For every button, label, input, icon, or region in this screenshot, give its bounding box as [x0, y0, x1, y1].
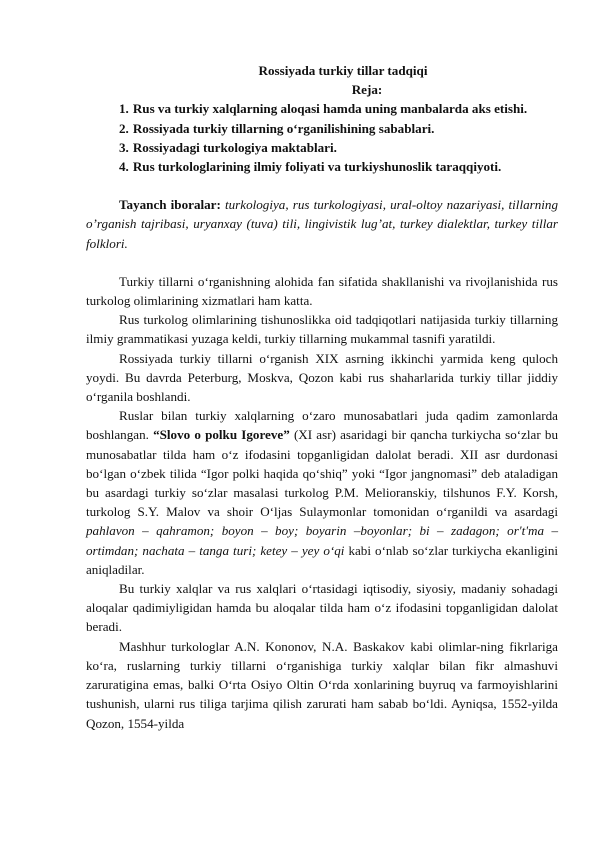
spacer — [86, 176, 558, 195]
page-title: Rossiyada turkiy tillar tadqiqi — [258, 63, 428, 78]
keywords-label: Tayanch iboralar: — [119, 197, 221, 213]
plan-item-number: 4. — [119, 159, 129, 175]
plan-item-text: Rus va turkiy xalqlarning aloqasi hamda uning manbalarda aks etishi. — [132, 101, 528, 117]
paragraph-text: Ruslar bilan turkiy xalqlarning o‘zaro munosabatlari juda qadim zamonlarda boshlangan. — [86, 408, 558, 443]
body-paragraph: Rus turkolog olimlarining tishunoslikka oid tadqiqotlari natijasida turkiy tillarning ilmiy grammatikasi yuzaga keldi, turkiy tillarning mukammal tasnifi yaratildi. — [86, 312, 558, 347]
plan-item — [86, 119, 558, 138]
plan-item — [86, 138, 558, 157]
document-body — [86, 61, 558, 733]
spacer — [86, 253, 558, 272]
plan-item-text: Rus turkologlarining ilmiy foliyati va turkiyshunoslik taraqqiyoti. — [132, 159, 502, 175]
plan-item — [86, 157, 558, 176]
plan-heading: Reja: — [351, 82, 383, 98]
body-paragraph: Turkiy tillarni o‘rganishning alohida fan sifatida shakllanishi va rivojlanishida rus turkolog olimlarining xizmatlari ham katta. — [86, 273, 558, 309]
plan-item-number: 3. — [119, 139, 129, 155]
plan-item-number: 1. — [119, 101, 129, 117]
keywords-paragraph — [86, 195, 558, 253]
plan-item-text: Rossiyada turkiy tillarning o‘rganilishining sabablari. — [132, 120, 435, 136]
work-title: “Slovo o polku Igoreve” — [153, 427, 290, 443]
word-examples: pahlavon – qahramon; boyon – boy; boyarin –boyonlar; bi – zadagon; or't'ma – ortimdan; nachata – tanga turi; ketey – yey o‘qi — [86, 523, 558, 558]
plan-item-text: Rossiyadagi turkologiya maktablari. — [132, 139, 337, 155]
paragraph-text: kabi o‘nlab so‘zlar turkiycha ekanligini aniqladilar. — [86, 542, 559, 577]
body-paragraph: Rossiyada turkiy tillarni o‘rganish XIX asrning ikkinchi yarmida keng quloch yoydi. Bu davrda Peterburg, Moskva, Qozon kabi rus shaharlarida turkiy tillar jiddiy o‘rganila boshlandi. — [86, 350, 558, 405]
plan-item-number: 2. — [119, 120, 129, 136]
plan-item — [86, 99, 558, 118]
keywords-list: turkologiya, rus turkologiyasi, ural-oltoy nazariyasi, tillarning o’rganish tajribasi, uryanxay (tuva) tili, lingivistik lug’at, turkey dialektlar, turkey tillar folklori. — [86, 197, 558, 251]
body-paragraph: Bu turkiy xalqlar va rus xalqlari o‘rtasidagi iqtisodiy, siyosiy, madaniy sohadagi aloqalar qadimiyligidan hamda bu aloqalar tilda ham o‘z ifodasini topganligidan dalolat beradi. — [86, 581, 558, 635]
plan-list — [86, 99, 558, 176]
paragraph-text: (XI asr) asaridagi bir qancha turkiycha so‘zlar bu munosabatlar tilda ham o‘z ifodasini topganligidan dalolat beradi. XII asr durdonasi bo‘lgan o‘zbek tilida “Igor polki haqida qo‘shiq” yoki “Igor jangnomasi” deb ataladigan bu asardagi turkiy so‘zlar masalasi turkolog P.M. Melioranskiy, tilshunos F.Y. Korsh, turkolog S.Y. Malov va shoir O‘ljas Sulaymonlar tomonidan o‘rganildi va asardagi — [86, 427, 558, 520]
body-paragraph — [86, 406, 558, 579]
body-paragraph: Mashhur turkologlar A.N. Kononov, N.A. Baskakov kabi olimlar-ning fikrlariga ko‘ra, ruslarning turkiy tillarni o‘rganishiga turkiy xalqlar bilan fikr almashuvi zaruratigina emas, balki O‘rta Osiyo Oltin O‘rda xonlarining buyruq va farmoyishlarini tushunish, ularni rus tiliga tarjima qilish zarurati ham sabab bo‘ldi. Ayniqsa, 1552-yilda Qozon, 1554-yilda — [86, 638, 558, 731]
